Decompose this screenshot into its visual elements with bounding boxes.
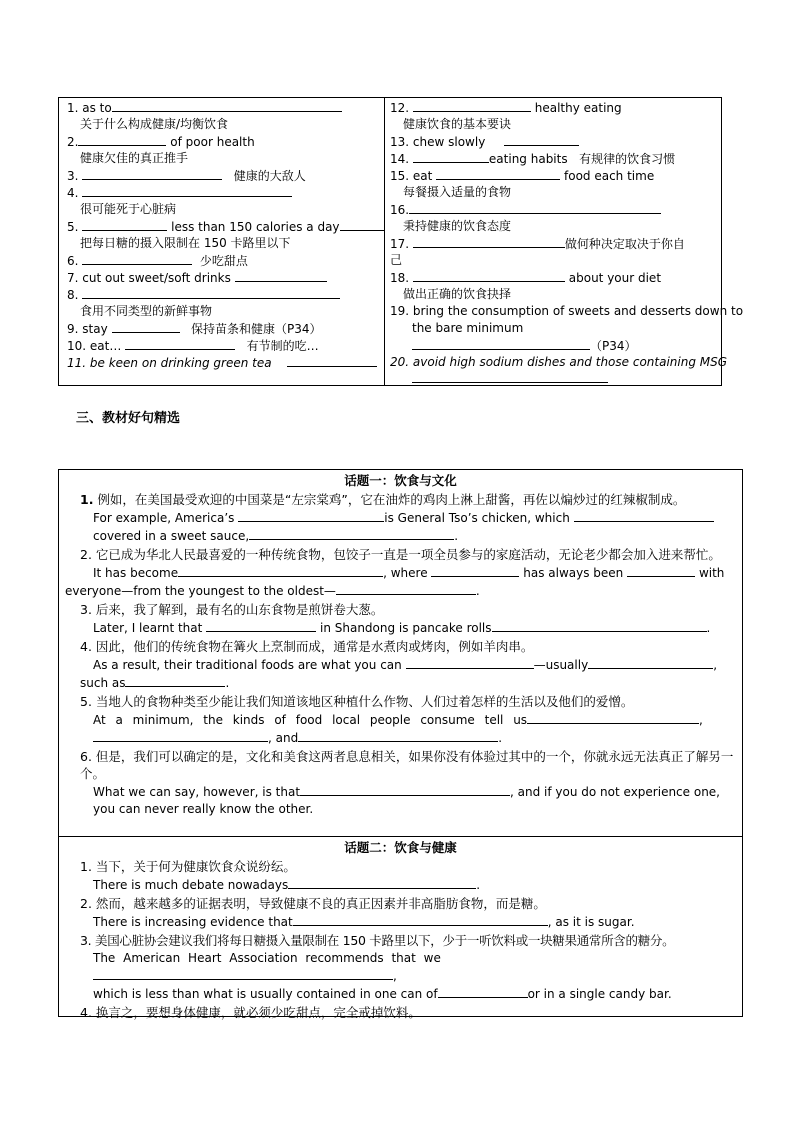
blank[interactable]: [413, 99, 531, 112]
sentence-6-en: What we can say, however, is that , and if you do not experience one, you can never really know the other.: [93, 785, 720, 816]
phrase-17: 17. 做何种决定取决于你自: [390, 237, 685, 251]
blank[interactable]: [287, 354, 377, 367]
phrase-5-zh: 把每日糖的摄入限制在 150 卡路里以下: [80, 236, 291, 250]
sentence-6-zh: 6. 但是，我们可以确定的是，文化和美食这两者息息相关，如果你没有体验过其中的一个，你就永远无法真正了解另一个。: [80, 749, 734, 781]
blank[interactable]: [436, 167, 560, 180]
blank[interactable]: [406, 656, 534, 669]
blank[interactable]: [336, 582, 476, 595]
blank[interactable]: [82, 218, 167, 231]
blank[interactable]: [112, 320, 180, 333]
phrase-19-blank: （P34）: [390, 337, 723, 354]
blank[interactable]: [413, 150, 489, 163]
blank[interactable]: [588, 656, 713, 669]
phrase-2: 2. of poor health: [67, 135, 255, 149]
blank[interactable]: [340, 218, 385, 231]
phrase-column-right: [385, 98, 744, 385]
phrase-18: 18. about your diet: [390, 271, 662, 285]
blank[interactable]: [300, 783, 510, 796]
phrase-3: 3. 健康的大敌人: [67, 169, 306, 183]
sentence-4-en-cont: such as .: [80, 676, 230, 690]
blank[interactable]: [431, 564, 519, 577]
blank[interactable]: [112, 99, 342, 112]
phrase-16-zh: 秉持健康的饮食态度: [403, 219, 512, 233]
blank[interactable]: [178, 564, 383, 577]
sentence-2-zh: 2. 它已成为华北人民最喜爱的一种传统食物，包饺子一直是一项全员参与的家庭活动，无论老少都会加入进来帮忙。: [80, 547, 721, 562]
phrase-17-zh: 己: [390, 253, 403, 267]
sentence-t3-en: The American Heart Association recommends that we,: [93, 951, 441, 983]
blank[interactable]: [82, 252, 192, 265]
sentence-3-en: Later, I learnt that in Shandong is pancake rolls .: [93, 621, 711, 635]
sentence-4-zh: 4. 因此，他们的传统食物在篝火上烹制而成，通常是水煮肉或烤肉，例如羊肉串。: [80, 639, 534, 654]
blank[interactable]: [412, 337, 590, 350]
blank[interactable]: [293, 913, 548, 926]
phrase-19-cont: the bare minimum: [412, 321, 524, 335]
blank[interactable]: [504, 133, 579, 146]
blank[interactable]: [409, 201, 661, 214]
blank[interactable]: [413, 269, 565, 282]
phrase-8-zh: 食用不同类型的新鲜事物: [80, 304, 213, 318]
sentence-5-en-cont: , and .: [59, 729, 742, 747]
phrase-18-zh: 做出正确的饮食抉择: [403, 287, 512, 301]
phrase-19: 19. bring the consumption of sweets and desserts down to: [390, 304, 744, 318]
sentence-t4-zh: 4. 换言之，要想身体健康，就必须少吃甜点，完全戒掉饮料。: [80, 1005, 421, 1020]
phrase-9: 9. stay 保持苗条和健康（P34）: [67, 322, 322, 336]
phrase-5: 5. less than 150 calories a day: [67, 218, 384, 235]
phrase-6: 6. 少吃甜点: [67, 254, 248, 268]
blank[interactable]: [298, 729, 498, 742]
blank[interactable]: [125, 674, 225, 687]
topic-1-title: 话题一：饮食与文化: [344, 473, 457, 488]
phrase-14: 14. eating habits 有规律的饮食习惯: [390, 152, 676, 166]
phrase-10: 10. eat… 有节制的吃…: [67, 339, 319, 353]
topic-1: [59, 470, 742, 818]
sentence-t3-en-cont: which is less than what is usually contained in one can of or in a single candy bar.: [93, 987, 672, 1001]
phrase-12: 12. healthy eating: [390, 101, 622, 115]
sentence-t1-en: There is much debate nowadays .: [93, 878, 481, 892]
sentence-3-zh: 3. 后来，我了解到，最有名的山东食物是煎饼卷大葱。: [80, 602, 384, 617]
sentence-4-en: As a result, their traditional foods are what you can —usually ,: [93, 658, 718, 672]
blank[interactable]: [93, 967, 393, 980]
phrase-1-zh: 关于什么构成健康/均衡饮食: [80, 117, 229, 131]
phrase-column-left: [59, 98, 385, 385]
blank[interactable]: [574, 509, 714, 522]
blank[interactable]: [125, 337, 235, 350]
blank[interactable]: [82, 184, 292, 197]
phrase-20: 20. avoid high sodium dishes and those containing MSG: [390, 355, 728, 369]
phrase-12-zh: 健康饮食的基本要诀: [403, 117, 512, 131]
blank[interactable]: [627, 564, 695, 577]
phrase-15: 15. eat food each time: [390, 169, 655, 183]
sentence-1-en: For example, America’s is General Tso’s chicken, which: [59, 509, 742, 527]
blank[interactable]: [288, 876, 476, 889]
phrase-16: 16.: [390, 201, 723, 218]
phrase-4-zh: 很可能死于心脏病: [80, 202, 177, 216]
section-title: 三、教材好句精选: [76, 411, 181, 426]
blank[interactable]: [78, 133, 166, 146]
sentence-t1-zh: 1. 当下，关于何为健康饮食众说纷纭。: [80, 859, 296, 874]
topic-2-title: 话题二：饮食与健康: [344, 840, 457, 855]
phrase-20-blank: [390, 371, 723, 388]
blank[interactable]: [82, 167, 222, 180]
blank[interactable]: [413, 235, 565, 248]
sentence-5-en: At a minimum, the kinds of food local people consume tell us ,: [93, 713, 703, 727]
phrase-8: 8.: [67, 286, 384, 303]
blank[interactable]: [82, 286, 340, 299]
phrase-11: 11. be keen on drinking green tea: [67, 354, 384, 371]
topic-2: [59, 836, 742, 1021]
phrase-13: 13. chew slowly: [390, 133, 723, 150]
sentence-2-en-cont: everyone—from the youngest to the oldest— .: [65, 584, 480, 598]
blank[interactable]: [527, 711, 699, 724]
sentence-1-en-cont: covered in a sweet sauce, .: [93, 529, 459, 543]
blank[interactable]: [249, 527, 454, 540]
sentence-t3-zh: 3. 美国心脏协会建议我们将每日糖摄入量限制在 150 卡路里以下，少于一听饮料或一块糖果通常所含的糖分。: [80, 933, 675, 948]
phrase-7: 7. cut out sweet/soft drinks: [67, 269, 384, 286]
sentence-t2-en: There is increasing evidence that , as it is sugar.: [93, 915, 635, 929]
blank[interactable]: [93, 729, 268, 742]
sentence-1-zh: 1. 例如，在美国最受欢迎的中国菜是“左宗棠鸡”，它在油炸的鸡肉上淋上甜酱，再佐以煸炒过的红辣椒制成。: [80, 492, 686, 507]
blank[interactable]: [412, 376, 608, 383]
sentence-2-en: It has become , where has always been with: [93, 566, 725, 580]
blank[interactable]: [238, 509, 384, 522]
blank[interactable]: [438, 985, 528, 998]
phrase-table: [58, 97, 744, 386]
blank[interactable]: [206, 619, 316, 632]
blank[interactable]: [235, 269, 327, 282]
sentence-t2-zh: 2. 然而，越来越多的证据表明，导致健康不良的真正因素并非高脂肪食物，而是糖。: [80, 896, 546, 911]
sentence-5-zh: 5. 当地人的食物种类至少能让我们知道该地区种植什么作物、人们过着怎样的生活以及他们的爱憎。: [80, 694, 634, 709]
phrase-1: 1. as to: [67, 99, 384, 116]
blank[interactable]: [492, 619, 707, 632]
phrase-15-zh: 每餐摄入适量的食物: [403, 185, 512, 199]
phrase-2-zh: 健康欠佳的真正推手: [80, 151, 189, 165]
sentence-table: [58, 469, 743, 1020]
phrase-4: 4.: [67, 184, 384, 201]
